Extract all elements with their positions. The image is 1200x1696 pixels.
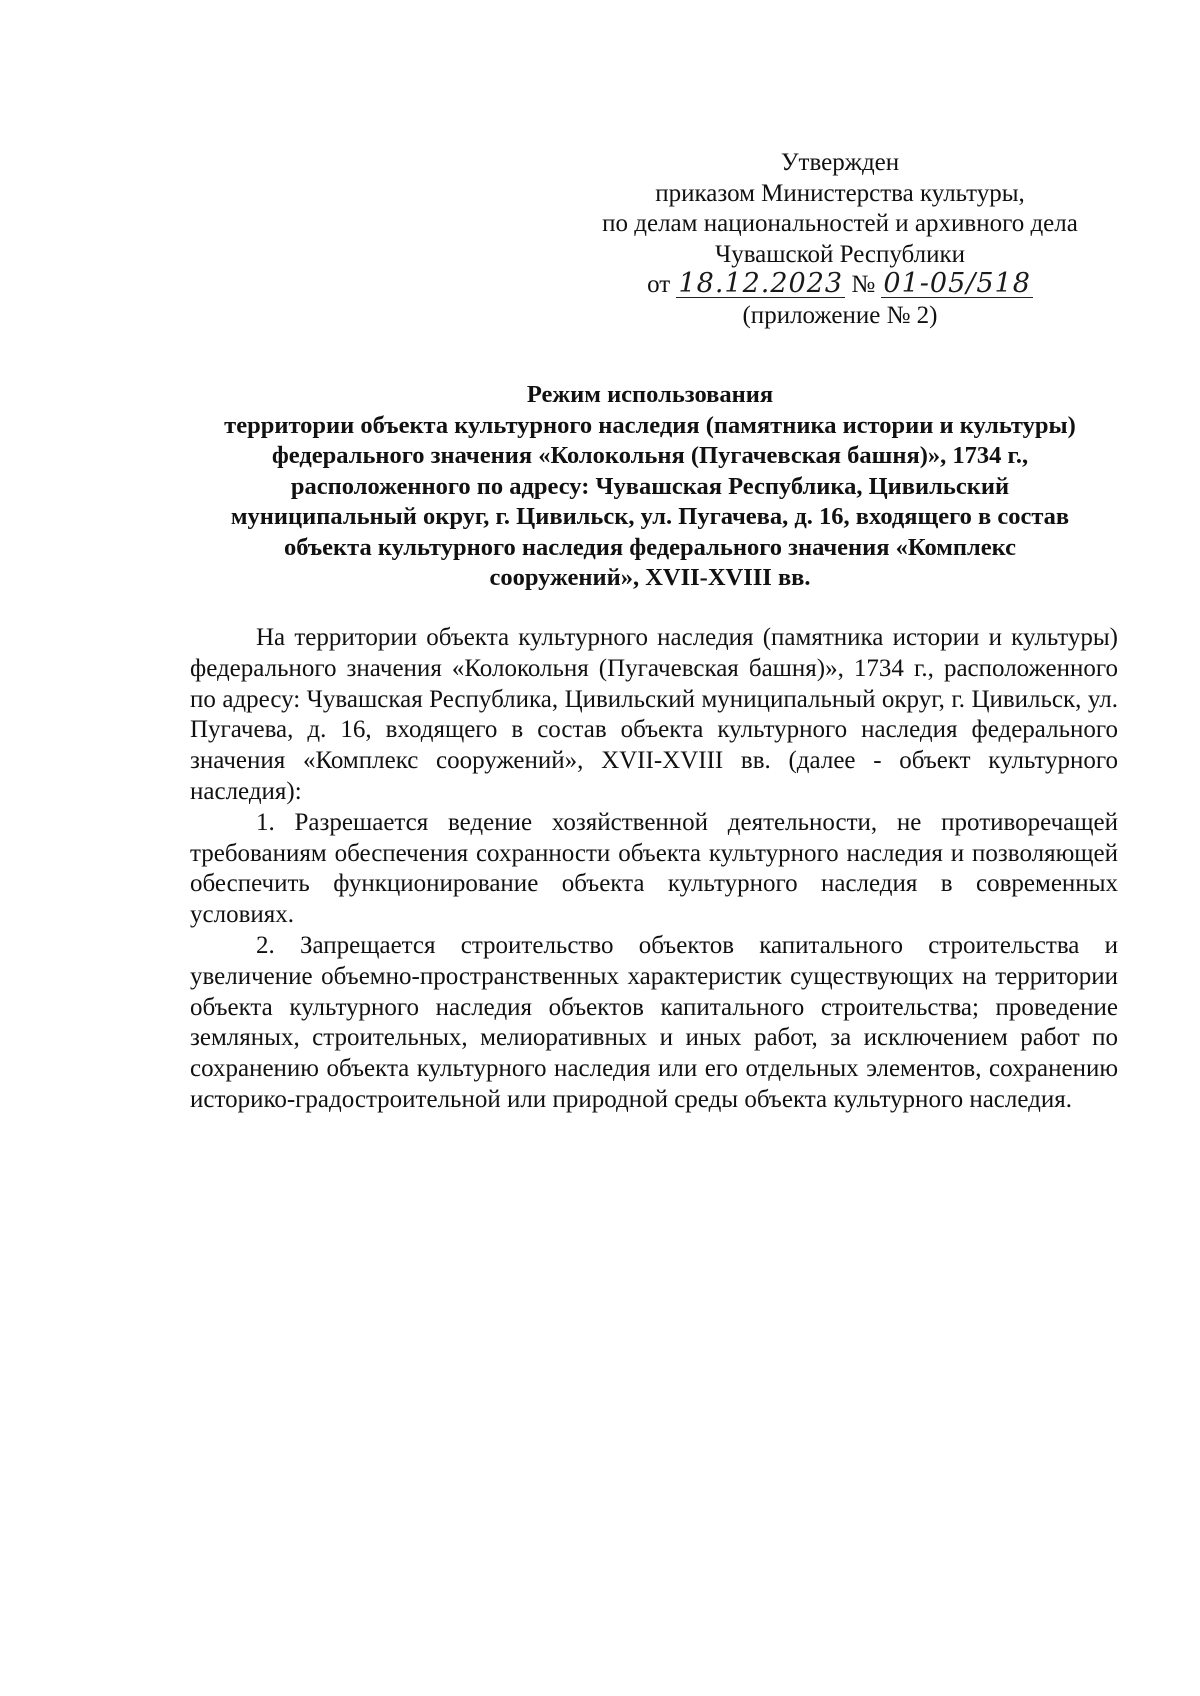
title-line-5: муниципальный округ, г. Цивильск, ул. Пугачева, д. 16, входящего в состав [230, 503, 1070, 530]
item-2-paragraph: 2. Запрещается строительство объектов капитального строительства и увеличение объемно-пространственных характеристик существующих на территории объекта культурного наследия объектов капитального строительства; проведение земляных, строительных, мелиоративных и иных работ, за исключением работ по сохранению объекта культурного наследия или его отдельных элементов, сохранению историко-градостроительной или природной среды объекта культурного наследия. [190, 931, 1118, 1113]
title-line-4: расположенного по адресу: Чувашская Республика, Цивильский [290, 472, 1010, 500]
document-body [190, 623, 1118, 1116]
title-line-7: сооружений», XVII-XVIII вв. [489, 564, 811, 591]
title-line-2: территории объекта культурного наследия (памятника истории и культуры) [224, 411, 1076, 439]
title-line-6: объекта культурного наследия федерального значения «Комплекс [283, 533, 1017, 561]
approval-republic-line: Чувашской Республики [714, 240, 966, 268]
intro-paragraph: На территории объекта культурного наследия (памятника истории и культуры) федерального значения «Колокольня (Пугачевская башня)», 1734 г., расположенного по адресу: Чувашская Республика, Цивильский муниципальный округ, г. Цивильск, ул. Пугачева, д. 16, входящего в состав объекта культурного наследия федерального значения «Комплекс сооружений», XVII-XVIII вв. (далее - объект культурного наследия): [190, 624, 1118, 805]
date-prefix: от [647, 271, 671, 298]
approval-heading: Утвержден [780, 149, 900, 176]
approval-ministry-line: по делам национальностей и архивного дела [602, 210, 1078, 237]
handwritten-order-number: 01-05/518 [883, 268, 1031, 299]
approval-stamp-block [560, 148, 1120, 331]
approval-order-line: приказом Министерства культуры, [655, 179, 1025, 207]
annex-label: (приложение № 2) [742, 301, 938, 329]
title-line-1: Режим использования [526, 381, 774, 408]
item-1-paragraph: 1. Разрешается ведение хозяйственной деятельности, не противоречащей требованиям обеспечения сохранности объекта культурного наследия и позволяющей обеспечить функционирование объекта культурного наследия в современных условиях. [190, 808, 1118, 929]
approval-date-number-line [560, 270, 1120, 301]
document-title [180, 380, 1120, 594]
title-line-3: федерального значения «Колокольня (Пугачевская башня)», 1734 г., [271, 442, 1029, 469]
number-sign: № [851, 271, 876, 298]
handwritten-date: 18.12.2023 [678, 268, 844, 299]
